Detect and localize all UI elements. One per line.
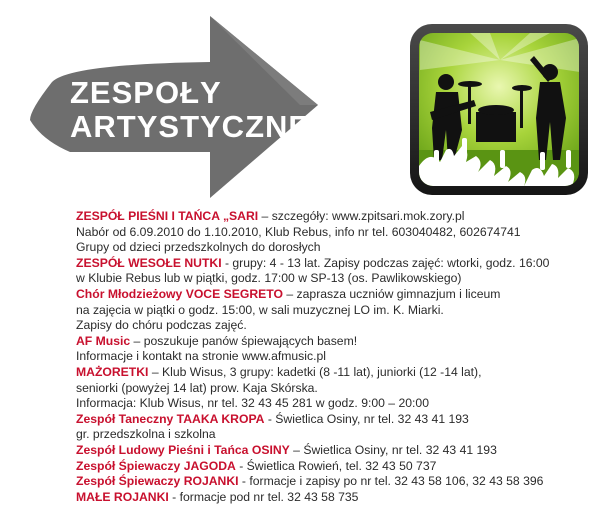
ensemble-detail: – zaprasza uczniów gimnazjum i liceum [283, 286, 501, 301]
ensemble-name: AF Music [76, 333, 131, 348]
list-item [76, 365, 596, 412]
ensemble-detail: na zajęcia w piątki o godz. 15:00, w sali muzycznej LO im. K. Miarki. [76, 302, 444, 317]
ensemble-detail: - formacje i zapisy po nr tel. 32 43 58 106, 32 43 58 396 [238, 474, 544, 489]
ensemble-detail: - grupy: 4 - 13 lat. Zapisy podczas zajęć: wtorki, godz. 16:00 [221, 255, 550, 270]
concert-silhouette-icon [419, 33, 580, 186]
list-item [76, 490, 596, 506]
ensemble-detail: w Klubie Rebus lub w piątki, godz. 17:00 w SP-13 (os. Pawlikowskiego) [76, 271, 462, 286]
ensemble-detail: gr. przedszkolna i szkolna [76, 427, 216, 442]
ensemble-name: ZESPÓŁ WESOŁE NUTKI [76, 255, 222, 270]
page-title [70, 76, 310, 144]
ensembles-list [76, 209, 596, 505]
list-item [76, 256, 596, 287]
ensemble-detail: Grupy od dzieci przedszkolnych do dorosłych [76, 240, 321, 255]
list-item [76, 412, 596, 443]
ensemble-detail: - Świetlica Rowień, tel. 32 43 50 737 [235, 458, 437, 473]
ensemble-detail: – Świetlica Osiny, nr tel. 32 43 41 193 [289, 442, 497, 457]
list-item [76, 443, 596, 459]
list-item [76, 474, 596, 490]
list-item [76, 287, 596, 334]
hero-banner [0, 0, 600, 205]
ensemble-detail: – Klub Wisus, 3 grupy: kadetki (8 -11 lat), juniorki (12 -14 lat), [148, 364, 482, 379]
list-item [76, 209, 596, 256]
ensemble-detail: – poszukuje panów śpiewających basem! [130, 333, 358, 348]
ensemble-name: Zespół Ludowy Pieśni i Tańca OSINY [76, 442, 290, 457]
list-item [76, 334, 596, 365]
ensemble-name: MAŻORETKI [76, 364, 149, 379]
ensemble-name: MAŁE ROJANKI [76, 489, 169, 504]
ensemble-detail: - Świetlica Osiny, nr tel. 32 43 41 193 [264, 411, 469, 426]
ensemble-detail: Informacje i kontakt na stronie www.afmusic.pl [76, 349, 326, 364]
title-line-1: ZESPOŁY [70, 75, 222, 110]
ensemble-name: Zespół Śpiewaczy ROJANKI [76, 474, 239, 489]
ensemble-name: Zespół Taneczny TAAKA KROPA [76, 411, 265, 426]
ensemble-detail: Zapisy do chóru podczas zajęć. [76, 318, 247, 333]
ensemble-name: ZESPÓŁ PIEŚNI I TAŃCA „SARI [76, 209, 259, 223]
title-line-2: ARTYSTYCZNE [70, 109, 311, 144]
ensemble-detail: - formacje pod nr tel. 32 43 58 735 [168, 489, 359, 504]
ensemble-name: Chór Młodzieżowy VOCE SEGRETO [76, 286, 283, 301]
ensemble-detail: Informacja: Klub Wisus, nr tel. 32 43 45 281 w godz. 9:00 – 20:00 [76, 396, 429, 411]
ensemble-detail: seniorki (powyżej 14 lat) prow. Kaja Skórska. [76, 380, 318, 395]
ensemble-detail: Nabór od 6.09.2010 do 1.10.2010, Klub Rebus, info nr tel. 603040482, 602674741 [76, 224, 521, 239]
list-item [76, 459, 596, 475]
ensemble-name: Zespół Śpiewaczy JAGODA [76, 458, 236, 473]
ensemble-detail: – szczegóły: www.zpitsari.mok.zory.pl [258, 209, 465, 223]
